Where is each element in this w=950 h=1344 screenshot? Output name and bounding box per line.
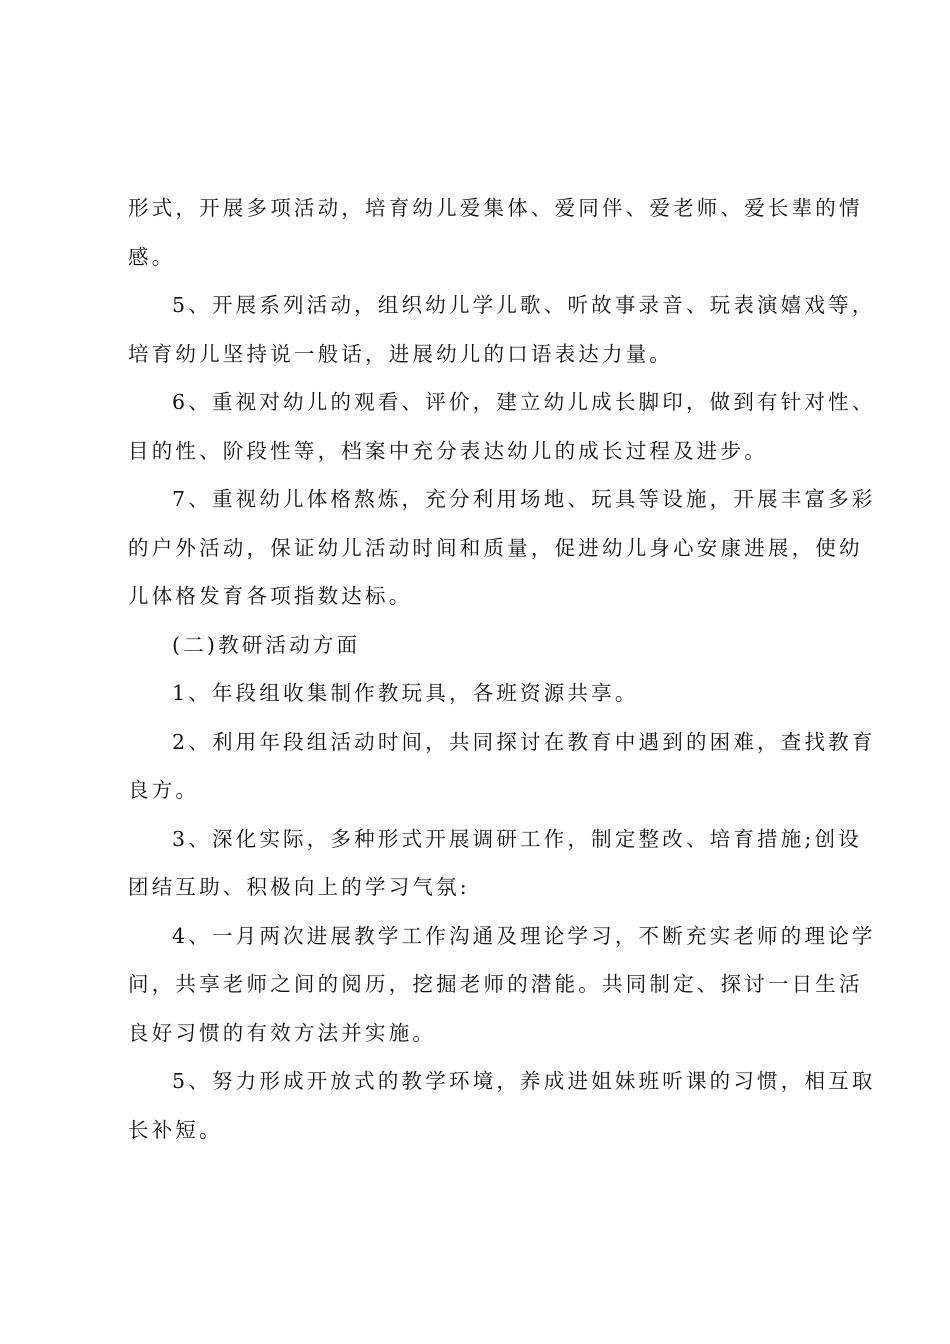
text-line: 3、深化实际，多种形式开展调研工作，制定整改、培育措施;创设	[172, 826, 862, 851]
section-heading	[128, 621, 838, 670]
text-line: 的户外活动，保证幼儿活动时间和质量，促进幼儿身心安康进展，使幼	[128, 535, 863, 560]
paragraph-item-6	[128, 378, 876, 475]
paragraph-item-7	[128, 475, 876, 621]
text-line: 6、重视对幼儿的观看、评价，建立幼儿成长脚印，做到有针对性、	[172, 390, 876, 414]
text-line: 良好习惯的有效方法并实施。	[128, 1020, 437, 1045]
text-line: 团结互助、积极向上的学习气氛:	[128, 875, 470, 899]
text-line: 培育幼儿坚持说一般话，进展幼儿的口语表达力量。	[128, 341, 674, 366]
text-line: 4、一月两次进展教学工作沟通及理论学习，不断充实老师的理论学	[172, 923, 876, 948]
text-line: 7、重视幼儿体格熬炼，充分利用场地、玩具等设施，开展丰富多彩	[172, 487, 876, 511]
text-line: 5、开展系列活动，组织幼儿学儿歌、听故事录音、玩表演嬉戏等，	[172, 293, 876, 317]
paragraph-research-5	[128, 1057, 876, 1154]
heading-text: (二)教研活动方面	[172, 632, 361, 657]
paragraph-research-3	[128, 815, 862, 912]
paragraph-continuation	[128, 184, 863, 281]
paragraph-research-1	[128, 669, 838, 718]
text-line: 形式，开展多项活动，培育幼儿爱集体、爱同伴、爱老师、爱长辈的情	[128, 196, 863, 220]
text-line: 目的性、阶段性等，档案中充分表达幼儿的成长过程及进步。	[128, 438, 768, 463]
text-line: 儿体格发育各项指数达标。	[128, 584, 413, 608]
text-line: 问，共享老师之间的阅历，挖掘老师的潜能。共同制定、探讨一日生活	[128, 972, 863, 996]
paragraph-research-2	[128, 718, 876, 815]
document-body	[128, 184, 876, 1154]
text-line: 感。	[128, 244, 176, 269]
text-line: 2、利用年段组活动时间，共同探讨在教育中遇到的困难，查找教育	[172, 729, 876, 754]
text-line: 良方。	[128, 778, 200, 802]
paragraph-research-4	[128, 912, 876, 1058]
text-line: 5、努力形成开放式的教学环境，养成进姐妹班听课的习惯，相互取	[172, 1069, 876, 1093]
text-line: 长补短。	[128, 1117, 223, 1142]
paragraph-item-5	[128, 281, 876, 378]
text-line: 1、年段组收集制作教玩具，各班资源共享。	[172, 681, 639, 705]
